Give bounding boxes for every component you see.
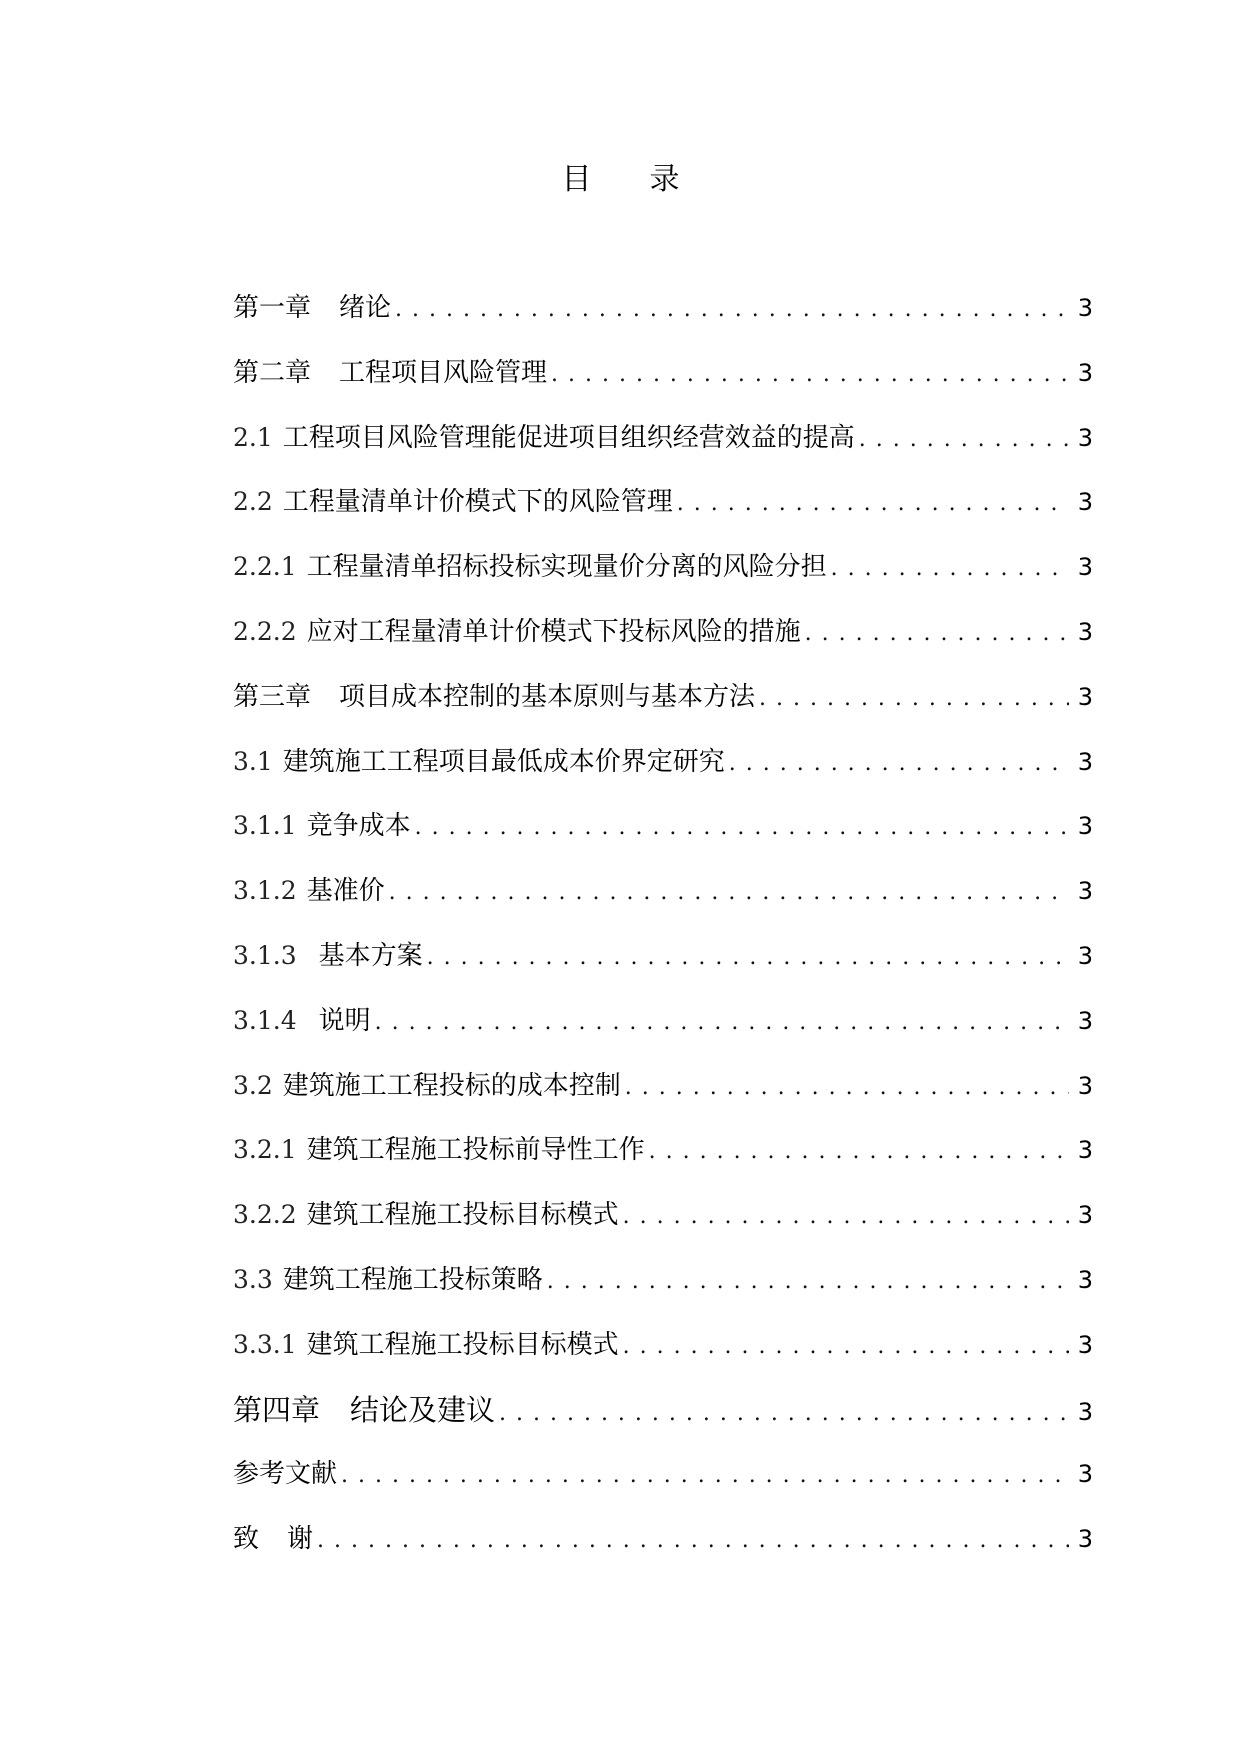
toc-page-number: 3 (1077, 358, 1093, 387)
toc-entry-title: 竞争成本 (306, 811, 411, 842)
toc-entry-prefix: 2.2.1 (233, 552, 297, 582)
toc-entry[interactable] (233, 1390, 1093, 1455)
toc-entry[interactable] (233, 871, 1093, 936)
toc-page-number: 3 (1077, 747, 1093, 776)
toc-entry-label (233, 1519, 313, 1559)
toc-entry-prefix: 3.1 (233, 746, 273, 776)
toc-page-number: 3 (1077, 1201, 1093, 1230)
toc-entry-prefix: 第二章 (233, 357, 312, 388)
toc-entry-title: 参考文献 (233, 1459, 338, 1490)
toc-list (233, 288, 1093, 1584)
toc-entry-title: 建筑工程施工投标策略 (282, 1264, 543, 1295)
toc-entry-label (233, 1325, 619, 1365)
toc-entry-label (233, 418, 855, 458)
toc-entry-title: 基本方案 (318, 940, 423, 971)
toc-entry[interactable] (233, 547, 1093, 612)
toc-leader-dots (623, 1197, 1069, 1237)
toc-entry-label (233, 1390, 495, 1430)
toc-entry-prefix: 3.1.4 (233, 1005, 297, 1035)
toc-entry-title: 建筑工程施工投标目标模式 (306, 1200, 619, 1231)
toc-entry-prefix: 第一章 (233, 293, 312, 323)
toc-page-number: 3 (1077, 1071, 1093, 1100)
toc-entry[interactable] (233, 288, 1093, 353)
toc-entry[interactable] (233, 936, 1093, 1001)
toc-entry[interactable] (233, 418, 1093, 483)
toc-entry[interactable] (233, 1519, 1093, 1584)
toc-entry-title: 建筑施工工程投标的成本控制 (282, 1070, 621, 1101)
toc-leader-dots (759, 679, 1069, 719)
toc-entry-prefix: 2.2 (233, 487, 273, 517)
toc-page-number: 3 (1077, 488, 1093, 517)
toc-entry-title: 基准价 (306, 876, 385, 907)
toc-entry-title: 工程项目风险管理 (339, 357, 548, 388)
toc-entry-prefix: 3.2.1 (233, 1135, 297, 1165)
toc-leader-dots (375, 1003, 1069, 1043)
toc-leader-dots (427, 938, 1069, 978)
toc-entry-prefix: 3.1.2 (233, 876, 297, 906)
toc-entry-title: 工程量清单计价模式下的风险管理 (282, 487, 673, 518)
toc-page-number: 3 (1077, 1397, 1093, 1426)
toc-entry-label (233, 1001, 371, 1041)
toc-entry[interactable] (233, 1130, 1093, 1195)
toc-page-number: 3 (1077, 294, 1093, 322)
toc-entry-prefix: 3.3.1 (233, 1329, 297, 1359)
toc-entry-title: 说明 (318, 1005, 371, 1036)
toc-entry-title: 建筑工程施工投标目标模式 (306, 1329, 619, 1360)
toc-entry[interactable] (233, 482, 1093, 547)
toc-entry-label (233, 1130, 645, 1170)
toc-entry-prefix: 2.2.2 (233, 616, 297, 646)
toc-entry-label (233, 677, 755, 717)
toc-leader-dots (415, 808, 1069, 848)
toc-page-number: 3 (1077, 1525, 1093, 1554)
toc-entry-label (233, 871, 385, 911)
toc-entry-label (233, 482, 673, 522)
toc-leader-dots (389, 873, 1069, 913)
toc-leader-dots (317, 1521, 1069, 1561)
toc-title-char-1: 目 (561, 162, 592, 197)
toc-page-number: 3 (1077, 1330, 1093, 1359)
toc-entry-title: 应对工程量清单计价模式下投标风险的措施 (306, 616, 801, 647)
toc-entry-title: 项目成本控制的基本原则与基本方法 (339, 681, 756, 712)
toc-entry[interactable] (233, 612, 1093, 677)
toc-entry-prefix: 3.3 (233, 1264, 273, 1294)
toc-entry-prefix: 第四章 (233, 1392, 321, 1427)
toc-leader-dots (649, 1132, 1069, 1172)
toc-entry[interactable] (233, 1454, 1093, 1519)
toc-leader-dots (623, 1327, 1069, 1367)
toc-entry-label (233, 612, 801, 652)
toc-entry[interactable] (233, 1066, 1093, 1131)
toc-page-number: 3 (1077, 1460, 1093, 1489)
toc-page-number: 3 (1077, 1265, 1093, 1294)
toc-entry-label (233, 288, 391, 328)
toc-leader-dots (677, 484, 1069, 524)
toc-entry[interactable] (233, 1195, 1093, 1260)
toc-page-number: 3 (1077, 877, 1093, 906)
toc-entry-label (233, 1195, 619, 1235)
toc-leader-dots (625, 1068, 1069, 1108)
toc-entry-prefix: 2.1 (233, 422, 273, 452)
toc-entry[interactable] (233, 353, 1093, 418)
toc-entry[interactable] (233, 806, 1093, 871)
toc-entry-label (233, 1260, 543, 1300)
toc-leader-dots (547, 1262, 1069, 1302)
toc-leader-dots (831, 549, 1069, 589)
toc-entry-title: 建筑施工工程项目最低成本价界定研究 (282, 746, 725, 777)
toc-leader-dots (551, 355, 1069, 395)
toc-page-number: 3 (1077, 1006, 1093, 1035)
toc-leader-dots (859, 420, 1069, 460)
toc-entry-title: 工程量清单招标投标实现量价分离的风险分担 (306, 552, 827, 583)
toc-title-char-2: 录 (649, 162, 680, 197)
toc-entry-prefix: 3.2.2 (233, 1200, 297, 1230)
toc-leader-dots (395, 290, 1069, 330)
toc-entry-label (233, 1454, 337, 1494)
toc-entry[interactable] (233, 1001, 1093, 1066)
toc-entry-label (233, 806, 411, 846)
toc-page-number: 3 (1077, 812, 1093, 841)
toc-entry[interactable] (233, 1325, 1093, 1390)
toc-entry-prefix: 致 (233, 1524, 260, 1555)
toc-page-number: 3 (1077, 423, 1093, 452)
toc-entry-prefix: 3.2 (233, 1070, 273, 1100)
toc-entry-title: 绪论 (339, 293, 392, 323)
toc-leader-dots (805, 614, 1069, 654)
toc-page-number: 3 (1077, 617, 1093, 646)
toc-entry-title: 建筑工程施工投标前导性工作 (306, 1135, 645, 1166)
toc-entry-title: 结论及建议 (350, 1392, 496, 1427)
toc-page-number: 3 (1077, 682, 1093, 711)
toc-entry-prefix: 第三章 (233, 681, 312, 712)
toc-entry[interactable] (233, 742, 1093, 807)
toc-entry-label (233, 547, 827, 587)
toc-entry-title: 谢 (287, 1524, 314, 1555)
toc-title (0, 160, 1241, 200)
toc-leader-dots (499, 1394, 1069, 1434)
toc-entry-label (233, 353, 547, 393)
toc-page-number: 3 (1077, 941, 1093, 970)
toc-page-number: 3 (1077, 553, 1093, 582)
toc-leader-dots (729, 744, 1069, 784)
toc-entry[interactable] (233, 677, 1093, 742)
toc-entry-prefix: 3.1.1 (233, 811, 297, 841)
toc-entry-label (233, 936, 423, 976)
toc-entry-label (233, 742, 725, 782)
toc-leader-dots (341, 1456, 1069, 1496)
toc-entry[interactable] (233, 1260, 1093, 1325)
toc-page-number: 3 (1077, 1136, 1093, 1165)
toc-entry-label (233, 1066, 621, 1106)
toc-entry-title: 工程项目风险管理能促进项目组织经营效益的提高 (282, 422, 855, 453)
toc-entry-prefix: 3.1.3 (233, 940, 297, 970)
